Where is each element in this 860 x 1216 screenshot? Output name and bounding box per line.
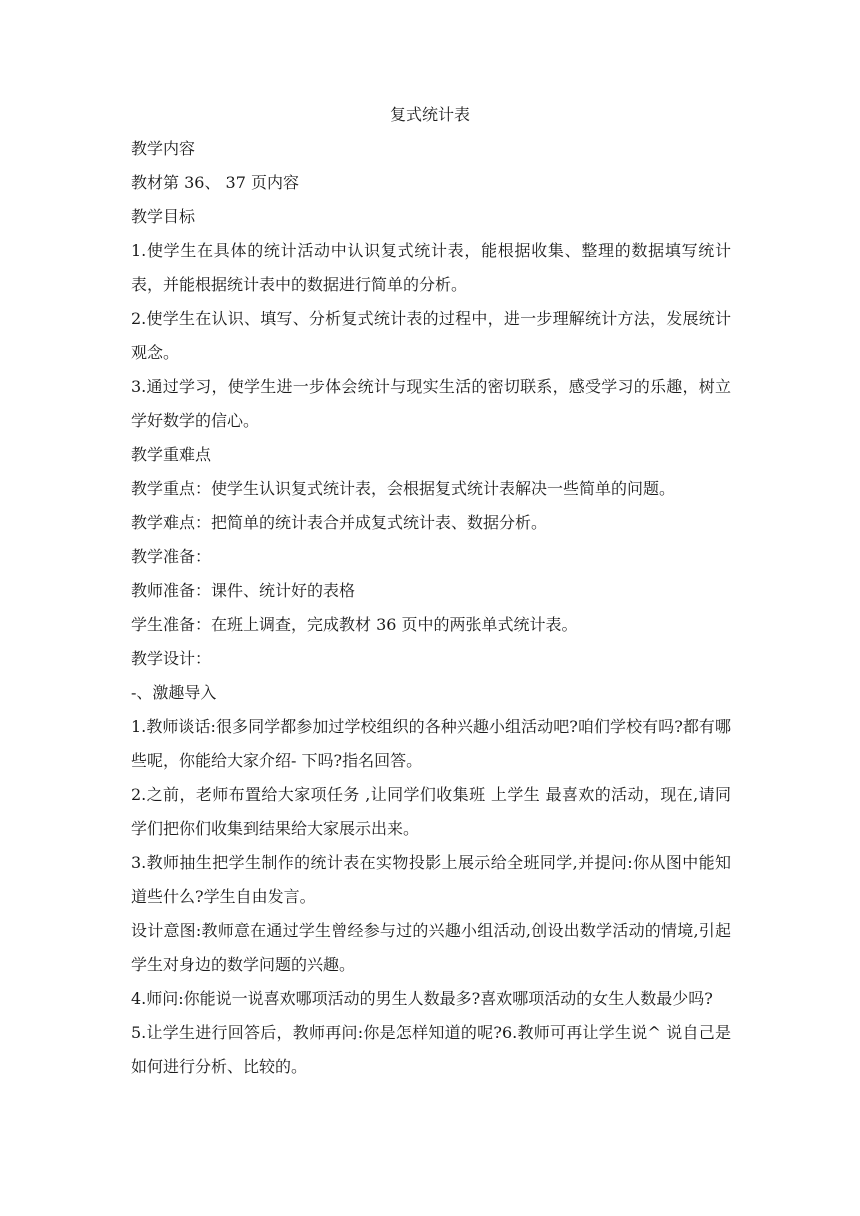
paragraph-step-2: 2.之前，老师布置给大家项任务 ,让同学们收集班 上学生 最喜欢的活动，现在,请同学们把你们收集到结果给大家展示出来。 (131, 785, 731, 838)
paragraph-section-teaching-goals: 教学目标 (131, 207, 196, 226)
document-title: 复式统计表 (389, 105, 470, 124)
document-body (131, 132, 731, 1084)
paragraph-step-4: 4.师问:你能说一说喜欢哪项活动的男生人数最多?喜欢哪项活动的女生人数最少吗? (131, 989, 713, 1008)
paragraph-key-point: 教学重点：使学生认识复式统计表，会根据复式统计表解决一些简单的问题。 (131, 479, 676, 498)
paragraph-step-1: 1.教师谈话:很多同学都参加过学校组织的各种兴趣小组活动吧?咱们学校有吗?都有哪些呢，你能给大家介绍- 下吗?指名回答。 (131, 717, 731, 770)
paragraph-section-design: 教学设计： (131, 649, 212, 668)
paragraph-section-teaching-content: 教学内容 (131, 139, 196, 158)
paragraph-difficult-point: 教学难点：把简单的统计表合并成复式统计表、数据分析。 (131, 513, 548, 532)
paragraph-goal-2: 2.使学生在认识、填写、分析复式统计表的过程中，进一步理解统计方法，发展统计观念。 (131, 309, 731, 362)
paragraph-student-preparation: 学生准备：在班上调查，完成教材 36 页中的两张单式统计表。 (131, 615, 578, 634)
paragraph-step-3: 3.教师抽生把学生制作的统计表在实物投影上展示给全班同学,并提问:你从图中能知道些什么?学生自由发言。 (131, 853, 731, 906)
paragraph-goal-1: 1.使学生在具体的统计活动中认识复式统计表，能根据收集、整理的数据填写统计表，并能根据统计表中的数据进行简单的分析。 (131, 241, 731, 294)
paragraph-section-preparation: 教学准备： (131, 547, 212, 566)
paragraph-step-5: 5.让学生进行回答后，教师再问:你是怎样知道的呢?6.教师可再让学生说^ 说自己是如何进行分析、比较的。 (131, 1023, 731, 1076)
paragraph-section-key-points: 教学重难点 (131, 445, 212, 464)
paragraph-intro-heading: -、激趣导入 (131, 683, 217, 702)
paragraph-textbook-pages: 教材第 36、 37 页内容 (131, 173, 299, 192)
paragraph-goal-3: 3.通过学习，使学生进一步体会统计与现实生活的密切联系，感受学习的乐趣，树立学好数学的信心。 (131, 377, 731, 430)
paragraph-teacher-preparation: 教师准备：课件、统计好的表格 (131, 581, 356, 600)
paragraph-design-intent: 设计意图:教师意在通过学生曾经参与过的兴趣小组活动,创设出数学活动的情境,引起学生对身边的数学问题的兴趣。 (131, 921, 731, 974)
